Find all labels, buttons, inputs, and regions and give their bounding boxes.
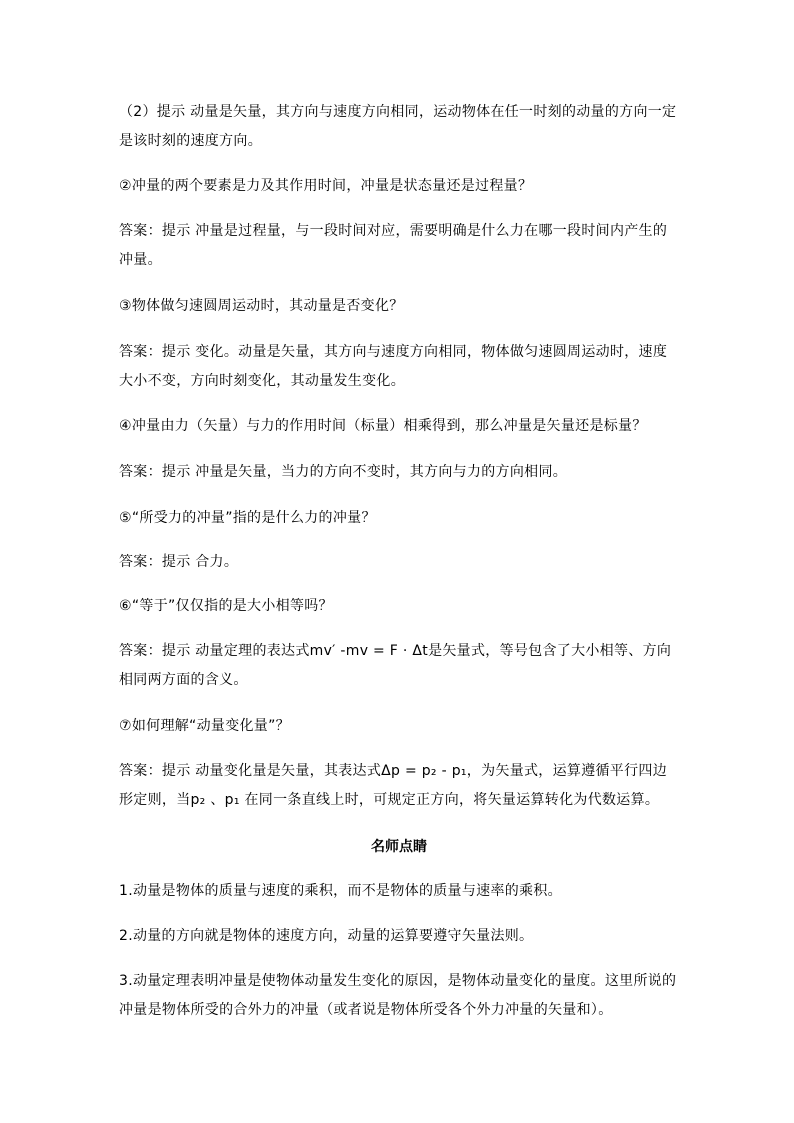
- question-momentum-change: ⑦如何理解“动量变化量”？: [119, 718, 290, 734]
- answer-equal-meaning: 答案：提示 动量定理的表达式mv′ -mv = F · Δt是矢量式，等号包含了大小相等、方向相同两方面的含义。: [119, 643, 672, 688]
- key-point-1: 1.动量是物体的质量与速度的乘积，而不是物体的质量与速率的乘积。: [119, 883, 562, 899]
- answer-momentum-change: 答案：提示 动量变化量是矢量，其表达式Δp = p₂ - p₁，为矢量式，运算遵循平行四边形定则，当p₂ 、p₁ 在同一条直线上时，可规定正方向，将矢量运算转化为代数运算。: [119, 763, 667, 808]
- question-impulse-vector: ④冲量由力（矢量）与力的作用时间（标量）相乘得到，那么冲量是矢量还是标量？: [119, 418, 647, 434]
- answer-impulse-vector: 答案：提示 冲量是矢量，当力的方向不变时，其方向与力的方向相同。: [119, 464, 568, 480]
- key-point-2: 2.动量的方向就是物体的速度方向，动量的运算要遵守矢量法则。: [119, 928, 534, 944]
- section-title: 名师点睛: [371, 839, 427, 855]
- answer-net-force: 答案：提示 合力。: [119, 554, 239, 570]
- answer-circular-motion: 答案：提示 变化。动量是矢量，其方向与速度方向相同，物体做匀速圆周运动时，速度大小不变，方向时刻变化，其动量发生变化。: [119, 344, 668, 389]
- paragraph-momentum-vector: （2）提示 动量是矢量，其方向与速度方向相同，运动物体在任一时刻的动量的方向一定是该时刻的速度方向。: [119, 104, 677, 149]
- question-net-force: ⑤“所受力的冲量”指的是什么力的冲量？: [119, 510, 376, 526]
- answer-impulse-process: 答案：提示 冲量是过程量，与一段时间对应，需要明确是什么力在哪一段时间内产生的冲量。: [119, 223, 668, 268]
- key-point-3: 3.动量定理表明冲量是使物体动量发生变化的原因，是物体动量变化的量度。这里所说的冲量是物体所受的合外力的冲量（或者说是物体所受各个外力冲量的矢量和）。: [119, 973, 677, 1018]
- question-equal-meaning: ⑥“等于”仅仅指的是大小相等吗？: [119, 598, 333, 614]
- question-circular-motion: ③物体做匀速圆周运动时，其动量是否变化？: [119, 298, 404, 314]
- question-impulse-elements: ②冲量的两个要素是力及其作用时间，冲量是状态量还是过程量？: [119, 178, 533, 194]
